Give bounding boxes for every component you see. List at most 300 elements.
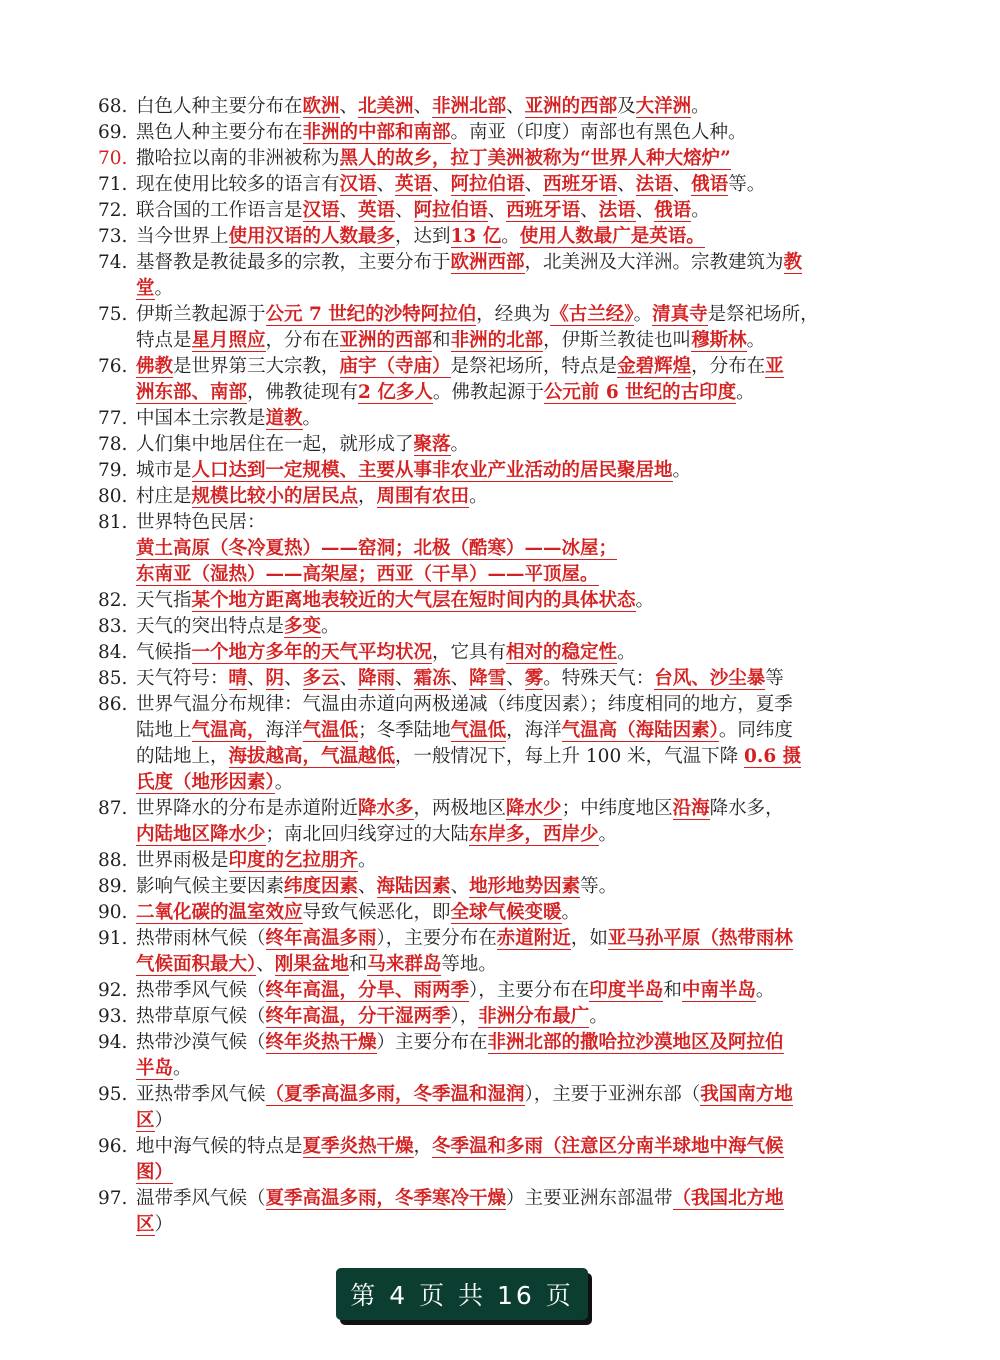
plain-text: 、 bbox=[358, 876, 377, 897]
list-item bbox=[98, 1082, 858, 1134]
text-line bbox=[136, 432, 858, 458]
highlighted-answer: 西班牙语 bbox=[506, 200, 581, 221]
item-number: 70. bbox=[98, 148, 128, 169]
item-number: 88. bbox=[98, 850, 128, 871]
text-line bbox=[136, 1160, 858, 1186]
plain-text: 。 bbox=[736, 382, 755, 403]
highlighted-answer: 一个地方多年的天气平均状况 bbox=[191, 642, 433, 663]
item-text bbox=[136, 1004, 858, 1030]
highlighted-answer: 星月照应 bbox=[191, 330, 266, 351]
plain-text: ， bbox=[413, 1136, 433, 1157]
plain-text: 。同纬度 bbox=[718, 720, 793, 741]
list-item bbox=[98, 146, 858, 172]
item-text bbox=[136, 874, 858, 900]
text-line bbox=[136, 1134, 858, 1160]
plain-text: 、 bbox=[450, 876, 470, 897]
plain-text: 。 bbox=[173, 1058, 192, 1079]
text-line bbox=[136, 562, 858, 588]
plain-text: 气候指 bbox=[136, 642, 192, 663]
highlighted-answer: 刚果盆地 bbox=[274, 954, 349, 975]
highlighted-answer: 英语 bbox=[358, 200, 396, 221]
plain-text: 。 bbox=[274, 772, 294, 793]
highlighted-answer: 汉语 bbox=[302, 200, 340, 221]
text-line bbox=[136, 1186, 858, 1212]
highlighted-answer: 教 bbox=[783, 252, 803, 273]
plain-text: 。 bbox=[635, 590, 655, 611]
text-line bbox=[136, 510, 858, 536]
item-number: 85. bbox=[98, 668, 128, 689]
plain-text: 和 bbox=[348, 954, 368, 975]
list-item bbox=[98, 458, 858, 484]
highlighted-answer: 周围有农田 bbox=[376, 486, 470, 507]
highlighted-answer: 使用人数最广是英语。 bbox=[519, 226, 705, 247]
plain-text: ），主要分布在 bbox=[376, 928, 497, 949]
plain-text: 和 bbox=[432, 330, 451, 351]
text-line bbox=[136, 458, 858, 484]
list-item bbox=[98, 874, 858, 900]
highlighted-answer: 亚马孙平原（热带雨林 bbox=[607, 928, 793, 949]
text-line bbox=[136, 926, 858, 952]
highlighted-answer: 北美洲 bbox=[358, 96, 414, 117]
item-text bbox=[136, 900, 858, 926]
plain-text: 陆地上 bbox=[136, 720, 192, 741]
highlighted-answer: 冬季温和多雨（注意区分南半球地中海气候 bbox=[432, 1136, 784, 1157]
list-item bbox=[98, 406, 858, 432]
highlighted-answer: 使用汉语的人数最多 bbox=[228, 226, 396, 247]
plain-text: 、 bbox=[376, 174, 396, 195]
text-line bbox=[136, 354, 858, 380]
highlighted-answer: 降水多 bbox=[358, 798, 414, 819]
item-number: 76. bbox=[98, 356, 128, 377]
text-line bbox=[136, 328, 858, 354]
item-number: 94. bbox=[98, 1032, 128, 1053]
highlighted-answer: 中南半岛 bbox=[681, 980, 756, 1001]
highlighted-answer: 东岸多，西岸少 bbox=[469, 824, 599, 845]
highlighted-answer: 气温低 bbox=[302, 720, 359, 741]
plain-text: ，两极地区 bbox=[413, 798, 507, 819]
list-item bbox=[98, 302, 858, 354]
item-text bbox=[136, 172, 858, 198]
plain-text: 、 bbox=[339, 96, 359, 117]
plain-text: 世界降水的分布是赤道附近 bbox=[136, 798, 359, 819]
plain-text: 白色人种主要分布在 bbox=[136, 96, 303, 117]
plain-text: 亚热带季风气候 bbox=[136, 1084, 266, 1105]
highlighted-answer: 半岛 bbox=[136, 1058, 174, 1079]
plain-text: 、 bbox=[635, 200, 655, 221]
plain-text: ） bbox=[154, 1214, 174, 1235]
plain-text: 是世界第三大宗教， bbox=[173, 356, 340, 377]
item-text bbox=[136, 614, 858, 640]
highlighted-answer: 黄土高原（冬冷夏热）——窑洞；北极（酷寒）——冰屋； bbox=[136, 538, 618, 559]
highlighted-answer: 《古兰经》 bbox=[550, 304, 634, 325]
highlighted-answer: 台风、沙尘暴 bbox=[654, 668, 766, 689]
plain-text: 等 bbox=[765, 668, 784, 689]
highlighted-answer: 终年高温，分干湿两季 bbox=[265, 1006, 451, 1027]
item-number: 89. bbox=[98, 876, 128, 897]
highlighted-answer: 晴 bbox=[228, 668, 248, 689]
highlighted-answer: 亚洲的西部 bbox=[339, 330, 433, 351]
plain-text: 世界特色民居： bbox=[136, 512, 266, 533]
item-text bbox=[136, 224, 858, 250]
list-item bbox=[98, 224, 858, 250]
plain-text: 。 bbox=[691, 96, 710, 117]
plain-text: 当今世界上 bbox=[136, 226, 229, 247]
list-item bbox=[98, 796, 858, 848]
highlighted-answer: 堂 bbox=[136, 278, 155, 299]
highlighted-answer: 图） bbox=[136, 1162, 174, 1183]
highlighted-answer: 霜冻 bbox=[413, 668, 451, 689]
plain-text: 、 bbox=[672, 174, 692, 195]
highlighted-answer: 公元 7 世纪的沙特阿拉伯 bbox=[265, 304, 477, 325]
item-text bbox=[136, 458, 858, 484]
list-item bbox=[98, 640, 858, 666]
item-number: 90. bbox=[98, 902, 128, 923]
highlighted-answer: 地形地势因素 bbox=[469, 876, 581, 897]
list-item bbox=[98, 120, 858, 146]
highlighted-answer: 非洲分布最广 bbox=[478, 1006, 590, 1027]
plain-text: 、 bbox=[395, 200, 414, 221]
plain-text: 、 bbox=[506, 668, 525, 689]
plain-text: 基督教是教徒最多的宗教，主要分布于 bbox=[136, 252, 451, 273]
text-line bbox=[136, 640, 858, 666]
plain-text: ；冬季陆地 bbox=[358, 720, 451, 741]
plain-text: ，分布在 bbox=[265, 330, 340, 351]
text-line bbox=[136, 224, 858, 250]
plain-text: ，伊斯兰教徒也叫 bbox=[543, 330, 692, 351]
text-line bbox=[136, 1108, 858, 1134]
highlighted-answer: 夏季高温多雨，冬季寒冷干燥 bbox=[265, 1188, 507, 1209]
item-number: 97. bbox=[98, 1188, 128, 1209]
plain-text: 。 bbox=[561, 902, 581, 923]
item-number: 84. bbox=[98, 642, 128, 663]
plain-text: 。 bbox=[469, 486, 488, 507]
highlighted-answer: 穆斯林 bbox=[691, 330, 747, 351]
item-text bbox=[136, 94, 858, 120]
text-line bbox=[136, 302, 858, 328]
plain-text: 影响气候主要因素 bbox=[136, 876, 285, 897]
highlighted-answer: 亚洲的西部 bbox=[524, 96, 618, 117]
highlighted-answer: 规模比较小的居民点 bbox=[191, 486, 359, 507]
text-line bbox=[136, 900, 858, 926]
highlighted-answer: 区 bbox=[136, 1214, 155, 1235]
text-line bbox=[136, 1004, 858, 1030]
highlighted-answer: 佛教 bbox=[136, 356, 174, 377]
text-line bbox=[136, 146, 858, 172]
list-item bbox=[98, 250, 858, 302]
plain-text: 。 bbox=[450, 434, 470, 455]
highlighted-answer: 印度的乞拉朋齐 bbox=[228, 850, 359, 871]
highlighted-answer: 阿拉伯语 bbox=[413, 200, 488, 221]
text-line bbox=[136, 94, 858, 120]
item-number: 73. bbox=[98, 226, 128, 247]
plain-text: 特点是 bbox=[136, 330, 192, 351]
highlighted-answer: 清真寺 bbox=[652, 304, 708, 325]
highlighted-answer: 0.6 摄 bbox=[744, 746, 802, 767]
highlighted-answer: 非洲北部的撒哈拉沙漠地区及阿拉伯 bbox=[487, 1032, 784, 1053]
plain-text: 、 bbox=[506, 96, 525, 117]
text-line bbox=[136, 692, 858, 718]
plain-text: 、 bbox=[395, 668, 414, 689]
plain-text: ）， bbox=[450, 1006, 479, 1027]
plain-text: 和 bbox=[663, 980, 682, 1001]
highlighted-answer: （我国北方地 bbox=[672, 1188, 784, 1209]
plain-text: 是祭祀场所， bbox=[707, 304, 819, 325]
item-number: 68. bbox=[98, 96, 128, 117]
plain-text: 等地。 bbox=[441, 954, 497, 975]
text-line bbox=[136, 718, 858, 744]
item-number: 71. bbox=[98, 174, 128, 195]
highlighted-answer: 俄语 bbox=[691, 174, 729, 195]
item-number: 72. bbox=[98, 200, 128, 221]
plain-text: 、 bbox=[256, 954, 275, 975]
item-number: 87. bbox=[98, 798, 128, 819]
highlighted-answer: 阴 bbox=[265, 668, 285, 689]
list-item bbox=[98, 94, 858, 120]
text-line bbox=[136, 952, 858, 978]
highlighted-answer: 海拔越高，气温越低 bbox=[228, 746, 396, 767]
highlighted-answer: 法语 bbox=[598, 200, 636, 221]
highlighted-answer: 非洲的中部和南部 bbox=[302, 122, 451, 143]
highlighted-answer: 阿拉伯语 bbox=[450, 174, 525, 195]
item-text bbox=[136, 978, 858, 1004]
list-item bbox=[98, 484, 858, 510]
list-item bbox=[98, 510, 858, 588]
highlighted-answer: 气温低 bbox=[450, 720, 507, 741]
plain-text: 降水多， bbox=[709, 798, 784, 819]
plain-text: 、 bbox=[432, 174, 451, 195]
list-item bbox=[98, 432, 858, 458]
plain-text: ）主要分布在 bbox=[376, 1032, 488, 1053]
item-text bbox=[136, 640, 858, 666]
item-text bbox=[136, 588, 858, 614]
plain-text: ，它具有 bbox=[432, 642, 507, 663]
item-text bbox=[136, 146, 858, 172]
text-line bbox=[136, 536, 858, 562]
highlighted-answer: 金碧辉煌 bbox=[617, 356, 692, 377]
plain-text: 人们集中地居住在一起，就形成了 bbox=[136, 434, 414, 455]
highlighted-answer: 欧洲西部 bbox=[450, 252, 525, 273]
highlighted-answer: 英语 bbox=[395, 174, 433, 195]
item-text bbox=[136, 1134, 858, 1186]
item-text bbox=[136, 198, 858, 224]
plain-text: ），主要于亚洲东部（ bbox=[524, 1084, 701, 1105]
plain-text: ，如 bbox=[570, 928, 608, 949]
plain-text: 、 bbox=[617, 174, 636, 195]
plain-text: 。南亚（印度）南部也有黑色人种。 bbox=[450, 122, 747, 143]
plain-text: 。 bbox=[672, 460, 692, 481]
plain-text: 、 bbox=[450, 668, 470, 689]
plain-text: 黑色人种主要分布在 bbox=[136, 122, 303, 143]
highlighted-answer: 公元前 6 世纪的古印度 bbox=[543, 382, 737, 403]
plain-text: 热带季风气候（ bbox=[136, 980, 266, 1001]
highlighted-answer: 某个地方距离地表较近的大气层在短时间内的具体状态 bbox=[191, 590, 636, 611]
highlighted-answer: （夏季高温多雨，冬季温和湿润 bbox=[265, 1084, 525, 1105]
list-item bbox=[98, 900, 858, 926]
highlighted-answer: 终年高温，分旱、雨两季 bbox=[265, 980, 470, 1001]
plain-text: 导致气候恶化，即 bbox=[302, 902, 451, 923]
list-item bbox=[98, 1004, 858, 1030]
plain-text: 、 bbox=[580, 200, 599, 221]
item-number: 80. bbox=[98, 486, 128, 507]
highlighted-answer: 相对的稳定性 bbox=[506, 642, 618, 663]
text-line bbox=[136, 978, 858, 1004]
plain-text: ）主要亚洲东部温带 bbox=[506, 1188, 673, 1209]
text-line bbox=[136, 1082, 858, 1108]
item-text bbox=[136, 302, 858, 354]
highlighted-answer: 氏度（地形因素） bbox=[136, 772, 275, 793]
highlighted-answer: 人口达到一定规模、主要从事非农业产业活动的居民聚居地 bbox=[191, 460, 673, 481]
plain-text: ，分布在 bbox=[691, 356, 766, 377]
item-number: 83. bbox=[98, 616, 128, 637]
text-line bbox=[136, 614, 858, 640]
plain-text: ；南北回归线穿过的大陆 bbox=[265, 824, 470, 845]
item-text bbox=[136, 1186, 858, 1238]
plain-text: 。 bbox=[501, 226, 520, 247]
list-item bbox=[98, 1186, 858, 1238]
plain-text: 、 bbox=[339, 200, 359, 221]
plain-text: ） bbox=[154, 1110, 174, 1131]
item-text bbox=[136, 510, 858, 588]
highlighted-answer: 大洋洲 bbox=[635, 96, 692, 117]
list-item bbox=[98, 614, 858, 640]
highlighted-answer: 13 亿 bbox=[450, 226, 502, 247]
plain-text: ；中纬度地区 bbox=[561, 798, 673, 819]
plain-text: 、 bbox=[284, 668, 303, 689]
highlighted-answer: 欧洲 bbox=[302, 96, 340, 117]
plain-text: 热带草原气候（ bbox=[136, 1006, 266, 1027]
item-text bbox=[136, 848, 858, 874]
item-text bbox=[136, 666, 858, 692]
plain-text: 。 bbox=[589, 1006, 608, 1027]
page-number-badge bbox=[336, 1268, 588, 1320]
plain-text: 热带沙漠气候（ bbox=[136, 1032, 266, 1053]
plain-text: 的陆地上， bbox=[136, 746, 229, 767]
text-line bbox=[136, 796, 858, 822]
plain-text: 中国本土宗教是 bbox=[136, 408, 266, 429]
plain-text: 、 bbox=[339, 668, 359, 689]
item-number: 79. bbox=[98, 460, 128, 481]
highlighted-answer: 多云 bbox=[302, 668, 340, 689]
item-text bbox=[136, 120, 858, 146]
highlighted-answer: 气温高（海陆因素） bbox=[561, 720, 719, 741]
plain-text: ，佛教徒现有 bbox=[247, 382, 359, 403]
plain-text: 热带雨林气候（ bbox=[136, 928, 266, 949]
text-line bbox=[136, 1056, 858, 1082]
plain-text: 。 bbox=[691, 200, 710, 221]
highlighted-answer: 亚 bbox=[765, 356, 784, 377]
plain-text: 。 bbox=[321, 616, 340, 637]
plain-text: ，海洋 bbox=[506, 720, 562, 741]
highlighted-answer: 降雪 bbox=[469, 668, 507, 689]
highlighted-answer: 气温高， bbox=[191, 720, 266, 741]
item-number: 75. bbox=[98, 304, 128, 325]
text-line bbox=[136, 848, 858, 874]
text-line bbox=[136, 276, 858, 302]
list-item bbox=[98, 666, 858, 692]
highlighted-answer: 内陆地区降水少 bbox=[136, 824, 266, 845]
plain-text: ，达到 bbox=[395, 226, 451, 247]
page-number-label: 第 4 页 共 16 页 bbox=[350, 1281, 574, 1310]
highlighted-answer: 降水少 bbox=[506, 798, 562, 819]
highlighted-answer: 印度半岛 bbox=[589, 980, 664, 1001]
plain-text: 地中海气候的特点是 bbox=[136, 1136, 303, 1157]
item-number: 78. bbox=[98, 434, 128, 455]
plain-text: 温带季风气候（ bbox=[136, 1188, 266, 1209]
highlighted-answer: 俄语 bbox=[654, 200, 692, 221]
plain-text: 。 bbox=[617, 642, 636, 663]
item-number: 96. bbox=[98, 1136, 128, 1157]
highlighted-answer: 2 亿多人 bbox=[358, 382, 433, 403]
plain-text: 世界气温分布规律：气温由赤道向两极递减（纬度因素）；纬度相同的地方，夏季 bbox=[136, 694, 793, 715]
plain-text: 。佛教起源于 bbox=[432, 382, 544, 403]
item-number: 93. bbox=[98, 1006, 128, 1027]
highlighted-answer: 黑人的故乡，拉丁美洲被称为“世界人种大熔炉” bbox=[339, 148, 731, 169]
highlighted-answer: 非洲北部 bbox=[432, 96, 507, 117]
plain-text: 及 bbox=[617, 96, 636, 117]
item-text bbox=[136, 1082, 858, 1134]
highlighted-answer: 非洲的北部 bbox=[450, 330, 544, 351]
plain-text: ，北美洲及大洋洲。宗教建筑为 bbox=[524, 252, 784, 273]
highlighted-answer: 西班牙语 bbox=[543, 174, 618, 195]
text-line bbox=[136, 822, 858, 848]
item-text bbox=[136, 432, 858, 458]
text-line bbox=[136, 588, 858, 614]
plain-text: 、 bbox=[247, 668, 266, 689]
item-list bbox=[98, 94, 858, 1238]
plain-text: 城市是 bbox=[136, 460, 192, 481]
text-line bbox=[136, 1030, 858, 1056]
item-number: 69. bbox=[98, 122, 128, 143]
plain-text: 世界雨极是 bbox=[136, 850, 229, 871]
highlighted-answer: 二氧化碳的温室效应 bbox=[136, 902, 303, 923]
item-number: 81. bbox=[98, 512, 128, 533]
text-line bbox=[136, 1212, 858, 1238]
highlighted-answer: 道教 bbox=[265, 408, 303, 429]
item-number: 91. bbox=[98, 928, 128, 949]
list-item bbox=[98, 692, 858, 796]
text-line bbox=[136, 874, 858, 900]
plain-text: 。特殊天气： bbox=[543, 668, 655, 689]
highlighted-answer: 雾 bbox=[524, 668, 544, 689]
highlighted-answer: 多变 bbox=[284, 616, 322, 637]
text-line bbox=[136, 198, 858, 224]
text-line bbox=[136, 380, 858, 406]
highlighted-answer: 区 bbox=[136, 1110, 155, 1131]
plain-text: 。 bbox=[746, 330, 766, 351]
plain-text: 、 bbox=[524, 174, 544, 195]
plain-text: 现在使用比较多的语言有 bbox=[136, 174, 340, 195]
item-text bbox=[136, 354, 858, 406]
highlighted-answer: 海陆因素 bbox=[376, 876, 451, 897]
list-item bbox=[98, 1134, 858, 1186]
highlighted-answer: 马来群岛 bbox=[367, 954, 442, 975]
text-line bbox=[136, 770, 858, 796]
plain-text: 。 bbox=[154, 278, 174, 299]
item-number: 74. bbox=[98, 252, 128, 273]
plain-text: 撒哈拉以南的非洲被称为 bbox=[136, 148, 340, 169]
text-line bbox=[136, 666, 858, 692]
highlighted-answer: 降雨 bbox=[358, 668, 396, 689]
plain-text: ， bbox=[358, 486, 377, 507]
plain-text: 。 bbox=[633, 304, 653, 325]
item-text bbox=[136, 484, 858, 510]
plain-text: ，经典为 bbox=[476, 304, 551, 325]
plain-text: 伊斯兰教起源于 bbox=[136, 304, 266, 325]
highlighted-answer: 终年炎热干燥 bbox=[265, 1032, 377, 1053]
highlighted-answer: 赤道附近 bbox=[496, 928, 571, 949]
list-item bbox=[98, 978, 858, 1004]
plain-text: 。 bbox=[755, 980, 775, 1001]
